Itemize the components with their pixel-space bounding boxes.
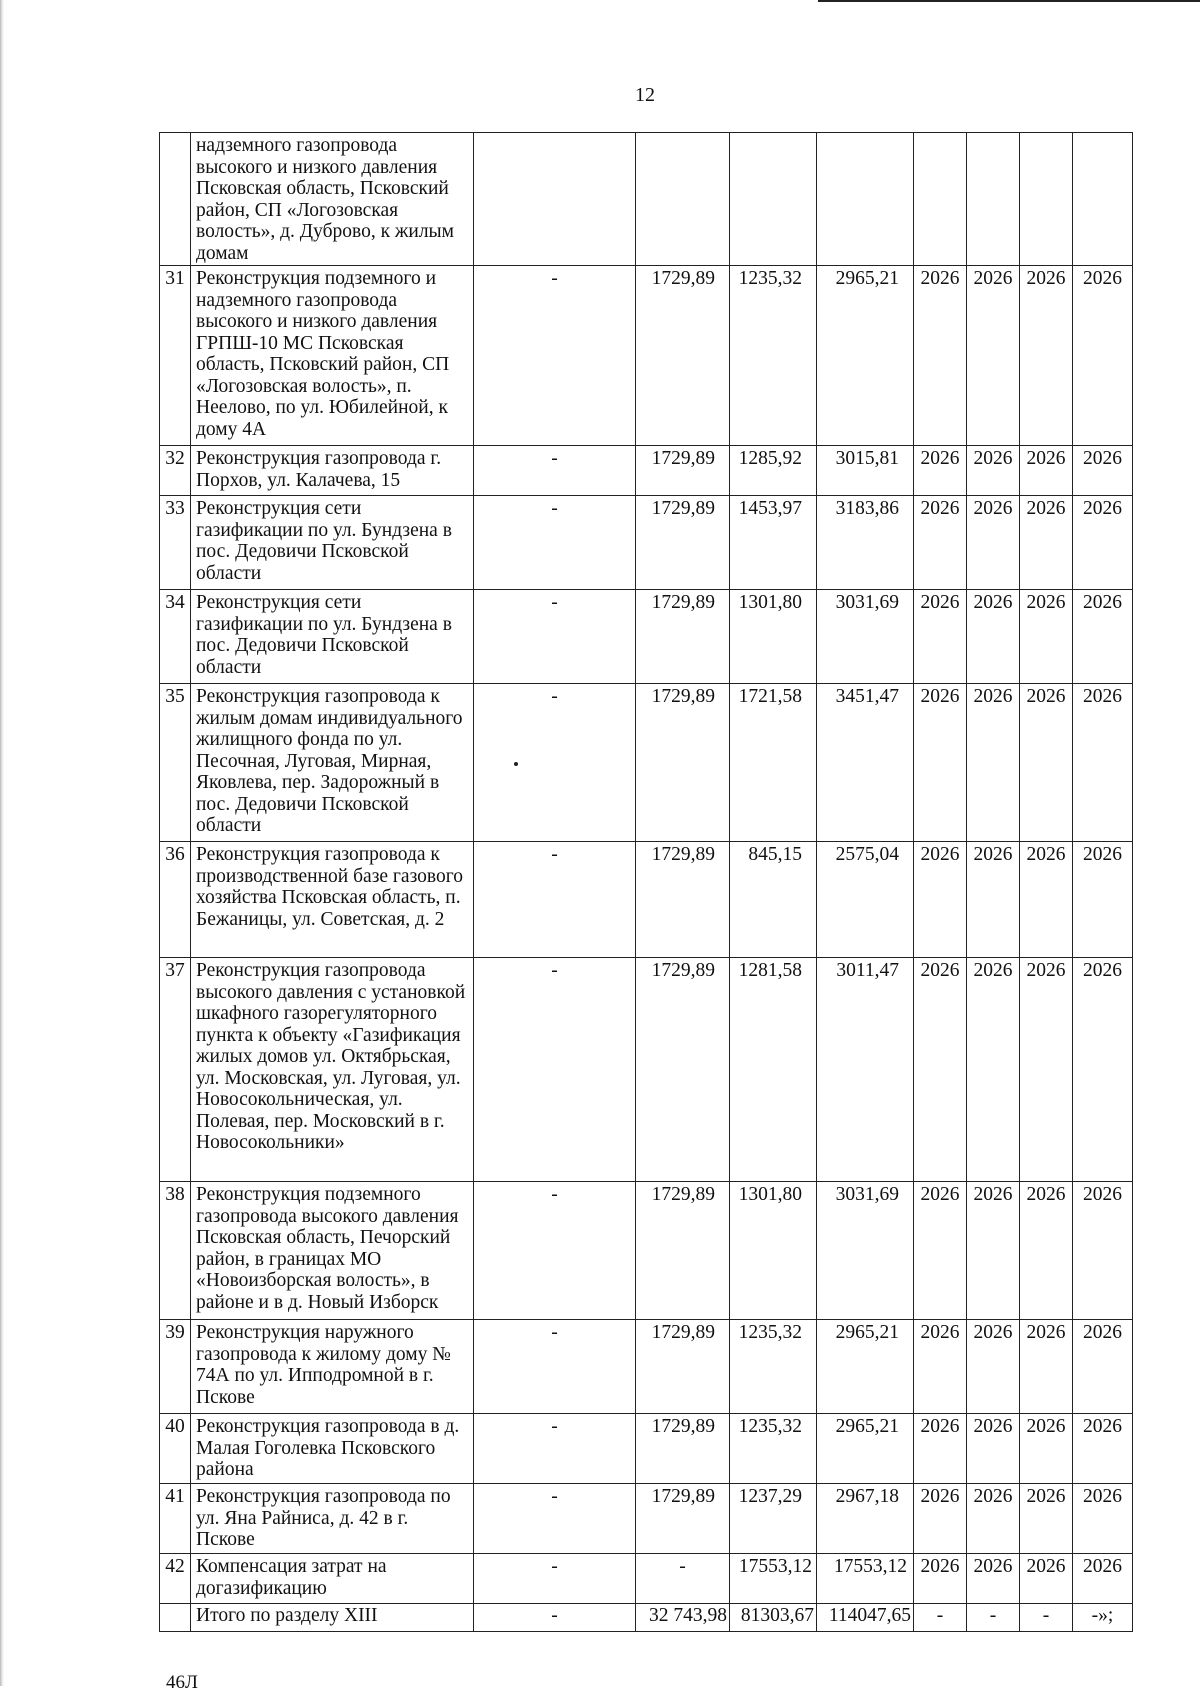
table-row — [160, 266, 1133, 446]
cell-col3: 1235,32 — [730, 1414, 817, 1484]
cell-total: 114047,65 — [817, 1604, 914, 1632]
cell-year: 2026 — [914, 958, 967, 1182]
cell-year: 2026 — [1020, 446, 1073, 496]
cell-year: 2026 — [914, 496, 967, 590]
object-name: Реконструкция сети газификации по ул. Бундзена в пос. Дедовичи Псковской области — [191, 496, 474, 590]
cell-year: 2026 — [914, 1182, 967, 1320]
cell-year: 2026 — [1073, 446, 1133, 496]
cell-col1: - — [474, 266, 636, 446]
cell-year: 2026 — [914, 446, 967, 496]
cell-col3: 1301,80 — [730, 1182, 817, 1320]
cell-col2: 1729,89 — [636, 590, 730, 684]
cell-year: 2026 — [967, 590, 1020, 684]
cell-col3: 1281,58 — [730, 958, 817, 1182]
cell-total: 2967,18 — [817, 1484, 914, 1554]
cell-col3: 1721,58 — [730, 684, 817, 842]
table-row — [160, 1182, 1133, 1320]
cell-year: 2026 — [1073, 842, 1133, 958]
cell-col1 — [474, 133, 636, 266]
cell-col2: 1729,89 — [636, 266, 730, 446]
row-number: 32 — [160, 446, 191, 496]
cell-year: 2026 — [1073, 1484, 1133, 1554]
scan-edge — [0, 0, 4, 1686]
cell-year: 2026 — [1020, 684, 1073, 842]
cell-total: 3015,81 — [817, 446, 914, 496]
cell-total: 3031,69 — [817, 590, 914, 684]
cell-year: 2026 — [1020, 842, 1073, 958]
cell-year: 2026 — [967, 266, 1020, 446]
cell-col3: 1453,97 — [730, 496, 817, 590]
row-number: 35 — [160, 684, 191, 842]
cell-year — [1073, 133, 1133, 266]
cell-total: 17553,12 — [817, 1554, 914, 1604]
total-row — [160, 1604, 1133, 1632]
object-name: надземного газопровода высокого и низкого давления Псковская область, Псковский район, СП «Логозовская волость», д. Дуброво, к жилым домам — [191, 133, 474, 266]
cell-col2 — [636, 133, 730, 266]
cell-total: 2575,04 — [817, 842, 914, 958]
cell-year: 2026 — [914, 842, 967, 958]
row-number: 37 — [160, 958, 191, 1182]
object-name: Реконструкция газопровода высокого давления с установкой шкафного газорегуляторного пункта к объекту «Газификация жилых домов ул. Октябрьская, ул. Московская, ул. Луговая, ул. Новосокольническая, ул. Полевая, пер. Московский в г. Новосокольники» — [191, 958, 474, 1182]
row-number: 39 — [160, 1320, 191, 1414]
cell-col2: 32 743,98 — [636, 1604, 730, 1632]
stray-dot — [514, 762, 518, 766]
table-row — [160, 1320, 1133, 1414]
object-name: Реконструкция газопровода к жилым домам индивидуального жилищного фонда по ул. Песочная, Луговая, Мирная, Яковлева, пер. Задорожный в пос. Дедовичи Псковской области — [191, 684, 474, 842]
cell-year: 2026 — [967, 496, 1020, 590]
cell-year: -»; — [1073, 1604, 1133, 1632]
table-row — [160, 842, 1133, 958]
object-name: Реконструкция газопровода по ул. Яна Райниса, д. 42 в г. Пскове — [191, 1484, 474, 1554]
row-number: 34 — [160, 590, 191, 684]
object-name: Реконструкция газопровода к производственной базе газового хозяйства Псковская область, п. Бежаницы, ул. Советская, д. 2 — [191, 842, 474, 958]
cell-col3: 1235,32 — [730, 1320, 817, 1414]
cell-col1: - — [474, 590, 636, 684]
cell-year — [1020, 133, 1073, 266]
object-name: Реконструкция наружного газопровода к жилому дому № 74А по ул. Ипподромной в г. Пскове — [191, 1320, 474, 1414]
cell-year: 2026 — [1020, 1484, 1073, 1554]
row-number — [160, 133, 191, 266]
objects-table — [159, 132, 1133, 1632]
row-number: 33 — [160, 496, 191, 590]
cell-year: 2026 — [1073, 958, 1133, 1182]
cell-col2: 1729,89 — [636, 446, 730, 496]
cell-year: 2026 — [1073, 266, 1133, 446]
cell-col3: 17553,12 — [730, 1554, 817, 1604]
top-rule — [818, 0, 1200, 2]
row-number: 42 — [160, 1554, 191, 1604]
cell-year: 2026 — [914, 266, 967, 446]
cell-col3: 81303,67 — [730, 1604, 817, 1632]
cell-year: - — [1020, 1604, 1073, 1632]
cell-year: 2026 — [967, 1414, 1020, 1484]
table-row — [160, 1484, 1133, 1554]
cell-year: 2026 — [1073, 496, 1133, 590]
cell-year: 2026 — [1073, 590, 1133, 684]
total-label: Итого по разделу XIII — [191, 1604, 474, 1632]
cell-col2: 1729,89 — [636, 1484, 730, 1554]
cell-year: 2026 — [1020, 590, 1073, 684]
row-number: 36 — [160, 842, 191, 958]
cell-year: 2026 — [967, 1484, 1020, 1554]
cell-col2: 1729,89 — [636, 1182, 730, 1320]
cell-col2: 1729,89 — [636, 496, 730, 590]
cell-col1: - — [474, 496, 636, 590]
cell-total: 3451,47 — [817, 684, 914, 842]
cell-total: 2965,21 — [817, 266, 914, 446]
cell-col1: - — [474, 1320, 636, 1414]
cell-total: 3183,86 — [817, 496, 914, 590]
cell-col1: - — [474, 842, 636, 958]
cell-year: 2026 — [967, 446, 1020, 496]
cell-col1: - — [474, 1484, 636, 1554]
object-name: Реконструкция газопровода г. Порхов, ул. Калачева, 15 — [191, 446, 474, 496]
cell-col3: 1301,80 — [730, 590, 817, 684]
object-name: Реконструкция газопровода в д. Малая Гоголевка Псковского района — [191, 1414, 474, 1484]
cell-total — [817, 133, 914, 266]
row-number: 31 — [160, 266, 191, 446]
cell-col3 — [730, 133, 817, 266]
cell-year — [914, 133, 967, 266]
cell-year: 2026 — [1020, 958, 1073, 1182]
cell-col1: - — [474, 1414, 636, 1484]
cell-year: 2026 — [914, 1554, 967, 1604]
row-number: 41 — [160, 1484, 191, 1554]
cell-year: 2026 — [1073, 684, 1133, 842]
cell-year: 2026 — [1073, 1414, 1133, 1484]
cell-year: 2026 — [967, 1182, 1020, 1320]
cell-col2: - — [636, 1554, 730, 1604]
table-row — [160, 958, 1133, 1182]
cell-year: 2026 — [914, 1320, 967, 1414]
cell-year: - — [914, 1604, 967, 1632]
table-row — [160, 1414, 1133, 1484]
cell-col3: 1237,29 — [730, 1484, 817, 1554]
cell-total: 3031,69 — [817, 1182, 914, 1320]
cell-year: 2026 — [1073, 1320, 1133, 1414]
cell-year: 2026 — [1020, 1320, 1073, 1414]
cell-col3: 1235,32 — [730, 266, 817, 446]
cell-col1: - — [474, 446, 636, 496]
table-row — [160, 1554, 1133, 1604]
cell-year: 2026 — [967, 684, 1020, 842]
cell-year: 2026 — [914, 590, 967, 684]
object-name: Компенсация затрат на догазификацию — [191, 1554, 474, 1604]
cell-year: 2026 — [967, 1320, 1020, 1414]
cell-year: 2026 — [1020, 1554, 1073, 1604]
footer-code: 46Л — [166, 1672, 198, 1693]
cell-year: 2026 — [914, 1414, 967, 1484]
cell-col1: - — [474, 1554, 636, 1604]
cell-col3: 1285,92 — [730, 446, 817, 496]
table-row — [160, 133, 1133, 266]
table-row — [160, 590, 1133, 684]
cell-col3: 845,15 — [730, 842, 817, 958]
object-name: Реконструкция сети газификации по ул. Бундзена в пос. Дедовичи Псковской области — [191, 590, 474, 684]
cell-total: 2965,21 — [817, 1320, 914, 1414]
cell-col2: 1729,89 — [636, 842, 730, 958]
cell-col1: - — [474, 1182, 636, 1320]
page-number: 12 — [635, 84, 655, 106]
cell-year: 2026 — [967, 842, 1020, 958]
cell-year: 2026 — [1073, 1182, 1133, 1320]
cell-col2: 1729,89 — [636, 684, 730, 842]
cell-col2: 1729,89 — [636, 1320, 730, 1414]
row-number: 38 — [160, 1182, 191, 1320]
cell-col2: 1729,89 — [636, 958, 730, 1182]
cell-total: 2965,21 — [817, 1414, 914, 1484]
table-row — [160, 684, 1133, 842]
cell-col2: 1729,89 — [636, 1414, 730, 1484]
row-number — [160, 1604, 191, 1632]
cell-year: 2026 — [1020, 266, 1073, 446]
cell-year: 2026 — [967, 1554, 1020, 1604]
cell-year: 2026 — [967, 958, 1020, 1182]
cell-year: 2026 — [914, 1484, 967, 1554]
object-name: Реконструкция подземного газопровода высокого давления Псковская область, Печорский район, в границах МО «Новоизборская волость», в районе и в д. Новый Изборск — [191, 1182, 474, 1320]
object-name: Реконструкция подземного и надземного газопровода высокого и низкого давления ГРПШ-10 МС Псковская область, Псковский район, СП «Логозовская волость», п. Неелово, по ул. Юбилейной, к дому 4А — [191, 266, 474, 446]
cell-total: 3011,47 — [817, 958, 914, 1182]
cell-col1: - — [474, 684, 636, 842]
cell-year: 2026 — [1020, 496, 1073, 590]
cell-col1: - — [474, 958, 636, 1182]
cell-year: - — [967, 1604, 1020, 1632]
cell-year: 2026 — [1020, 1414, 1073, 1484]
cell-year: 2026 — [914, 684, 967, 842]
row-number: 40 — [160, 1414, 191, 1484]
cell-year: 2026 — [1073, 1554, 1133, 1604]
table-row — [160, 496, 1133, 590]
cell-year — [967, 133, 1020, 266]
cell-year: 2026 — [1020, 1182, 1073, 1320]
table-row — [160, 446, 1133, 496]
cell-col1: - — [474, 1604, 636, 1632]
